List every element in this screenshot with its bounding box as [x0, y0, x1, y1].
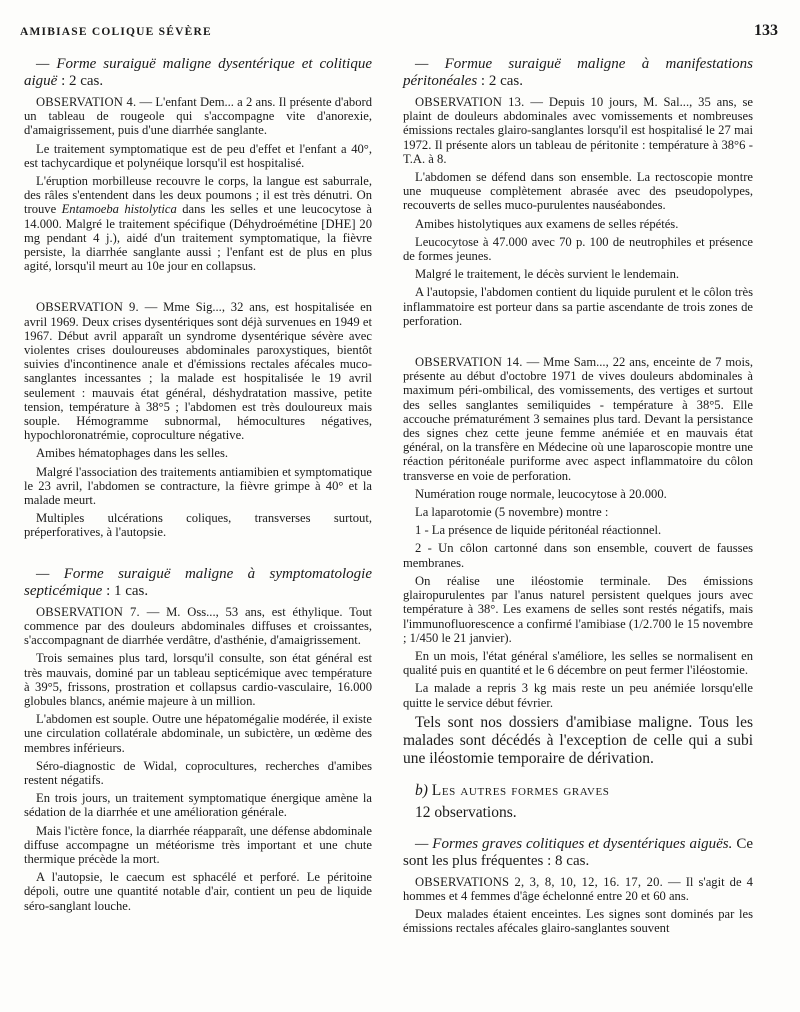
- left-column: [24, 56, 372, 917]
- paragraph: Malgré le traitement, le décès survient le lendemain.: [415, 267, 680, 282]
- paragraph: La malade a repris 3 kg mais reste un peu anémiée lorsqu'elle quitte le service début février.: [403, 681, 753, 710]
- paragraph: 2 - Un côlon cartonné dans son ensemble, couvert de fausses membranes.: [403, 541, 753, 570]
- subsection-count: 12 observations.: [415, 803, 517, 821]
- paragraph: En trois jours, un traitement symptomatique énergique amène la sédation de la diarrhée et une amélioration générale.: [24, 791, 372, 820]
- observation-4: OBSERVATION 4. — L'enfant Dem... a 2 ans. Il présente d'abord un tableau de rougeole qui s'accompagne vite d'anorexie, d'amaigrissement, puis d'une diarrhée sanglante.: [24, 95, 372, 138]
- paragraph: Séro-diagnostic de Widal, coprocultures, recherches d'amibes restent négatifs.: [24, 758, 372, 787]
- subsection-heading: b) Les autres formes graves: [415, 781, 610, 799]
- paragraph: Le traitement symptomatique est de peu d'effet et l'enfant a 40°, est tachycardique et polynéique lorsqu'il est hospitalisé.: [24, 141, 372, 170]
- paragraph: L'abdomen se défend dans son ensemble. La rectoscopie montre une muqueuse complètement abrasée avec des pseudopolypes, recouverts de selles muco-purulentes nauséabondes.: [403, 170, 753, 213]
- observation-heading: OBSERVATION 9.: [36, 300, 139, 315]
- right-column: [403, 56, 753, 940]
- observation-heading: OBSERVATION 7.: [36, 604, 140, 619]
- paragraph: On réalise une iléostomie terminale. Des émissions glairopurulentes par l'anus naturel persistent quelques jours avec température à 38°. Les examens de selles sont restés négatifs, mais l'immunofluorescence a confirmé l'amibiase (1/2.700 le 15 novembre ; 1/450 le 21 janvier).: [403, 573, 753, 645]
- paragraph: Leucocytose à 47.000 avec 70 p. 100 de neutrophiles et présence de formes jeunes.: [403, 234, 753, 264]
- paragraph: Multiples ulcérations coliques, transverses surtout, préperforatives, à l'autopsie.: [24, 511, 372, 540]
- section-title-peritoneal: — Formue suraiguë maligne à manifestations péritonéales : 2 cas.: [403, 56, 753, 89]
- species-name: Entamoeba histolytica: [61, 202, 177, 217]
- paragraph: En un mois, l'état général s'améliore, les selles se normalisent en qualité puis en quantité et le 6 décembre on peut fermer l'iléostomie.: [403, 648, 753, 678]
- paragraph: Malgré l'association des traitements antiamibien et symptomatique le 23 avril, l'abdomen se contracture, la fièvre grimpe à 40° et la malade meurt.: [24, 464, 372, 508]
- observation-heading: OBSERVATION 14.: [415, 355, 523, 370]
- observation-9: OBSERVATION 9. — Mme Sig..., 32 ans, est hospitalisée en avril 1969. Deux crises dysentériques sont déjà survenues en 1949 et 1967. Début avril apparaît un syndrome dysentérique sévère avec violentes crises douloureuses abdominales paroxystiques, bientôt suivies d'incontinence anale et d'émissions rectales afécales muco-sanglantes incessantes ; la malade est hospitalisée le 19 avril seulement : mauvais état général, déshydratation massive, petite tension, température à 38°5 ; l'abdomen est très douloureux mais souple. Hémogramme subnormal, hémocultures négatives, hypochloronatrémie, coproculture négative.: [24, 300, 372, 443]
- paragraph: 1 - La présence de liquide péritonéal réactionnel.: [415, 523, 662, 538]
- observation-heading: OBSERVATION 4.: [36, 95, 137, 109]
- paragraph: Amibes histolytiques aux examens de selles répétés.: [415, 216, 679, 231]
- paragraph: Numération rouge normale, leucocytose à 20.000.: [415, 486, 667, 501]
- page-number: 133: [754, 22, 778, 39]
- paragraph: Amibes hématophages dans les selles.: [36, 446, 229, 461]
- section-title-colitic: — Formes graves colitiques et dysentériques aiguës. Ce sont les plus fréquentes : 8 cas.: [403, 835, 753, 869]
- paragraph: A l'autopsie, le caecum est sphacélé et perforé. Le péritoine dépoli, outre une quantité notable d'air, contient un peu de liquide séro-sanglant louche.: [24, 870, 372, 913]
- observation-13: OBSERVATION 13. — Depuis 10 jours, M. Sal..., 35 ans, se plaint de douleurs abdominales avec vomissements et nombreuses émissions rectales glairo-sanglantes lorsqu'il est hospitalisé le 27 mai 1972. Il présente alors un tableau de péritonite : température à 38°6 - T.A. à 8.: [403, 95, 754, 166]
- paragraph: L'éruption morbilleuse recouvre le corps, la langue est saburrale, des râles s'entendent dans les deux poumons ; il est très dénutri. On trouve Entamoeba histolytica dans les selles et une leucocytose à 14.000. Malgré le traitement spécifique (Déhydroémétine [DHE] 20 mg pendant 4 j.), aidé d'un traitement symptomatique, la fièvre persiste, la diarrhée sanglante aussi ; l'enfant est de plus en plus agité, lorsqu'il meurt au 10e jour en collapsus.: [24, 174, 372, 274]
- page-header: [20, 22, 778, 42]
- observation-14: OBSERVATION 14. — Mme Sam..., 22 ans, enceinte de 7 mois, présente au début d'octobre 1971 de vives douleurs abdominales à maximum péri-ombilical, des vomissements, des vertiges et surtout des selles sanglantes semiliquides - température à 38°5. Elle accouche prématurément 3 semaines plus tard. Devant la persistance des signes chez cette jeune femme anémiée et en mauvais état général, on la transfère en Médecine où une laparoscopie montre une réaction péritonéale puriforme avec aspect inflammatoire du côlon transverse en voie de perforation.: [403, 355, 754, 483]
- section-title-dysenteric: — Forme suraiguë maligne dysentérique et colitique aiguë : 2 cas.: [24, 56, 372, 89]
- observations-group: OBSERVATIONS 2, 3, 8, 10, 12, 16. 17, 20. — Il s'agit de 4 hommes et 4 femmes d'âge échelonné entre 20 et 60 ans.: [403, 874, 753, 903]
- summary-paragraph: Tels sont nos dossiers d'amibiase maligne. Tous les malades sont décédés à l'exception de celle qui a subi une iléostomie temporaire de dérivation.: [403, 713, 753, 767]
- observation-heading: OBSERVATION 13.: [415, 95, 525, 109]
- observation-heading: OBSERVATIONS 2, 3, 8, 10, 12, 16. 17, 20.: [415, 874, 663, 889]
- section-title-septicemic: — Forme suraiguë maligne à symptomatologie septicémique : 1 cas.: [24, 565, 372, 599]
- running-head: AMIBIASE COLIQUE SÉVÈRE: [20, 26, 212, 38]
- observation-7: OBSERVATION 7. — M. Oss..., 53 ans, est éthylique. Tout commence par des douleurs abdominales diffuses et croissantes, s'accompagnant de diarrhée verdâtre, d'asthénie, d'amaigrissement.: [24, 604, 372, 648]
- paragraph: A l'autopsie, l'abdomen contient du liquide purulent et le côlon très inflammatoire est porteur dans sa partie ascendante de trois zones de perforation.: [403, 285, 753, 328]
- paragraph: Trois semaines plus tard, lorsqu'il consulte, son état général est très mauvais, dominé par un tableau septicémique avec température à 39°5, frissons, prostration et collapsus cardio-vasculaire, 16.000 globules blancs, anémie majeure à un million.: [24, 651, 372, 708]
- paragraph: L'abdomen est souple. Outre une hépatomégalie modérée, il existe une circulation collatérale abdominale, un subictère, un œdème des membres inférieurs.: [24, 712, 372, 755]
- paragraph: La laparotomie (5 novembre) montre :: [415, 505, 609, 520]
- paragraph: Mais l'ictère fonce, la diarrhée réapparaît, une défense abdominale diffuse accompagne un météorisme très important et une chute thermique précède la mort.: [24, 823, 372, 866]
- paragraph: Deux malades étaient enceintes. Les signes sont dominés par les émissions rectales afécales glairo-sanglantes souvent: [403, 907, 753, 936]
